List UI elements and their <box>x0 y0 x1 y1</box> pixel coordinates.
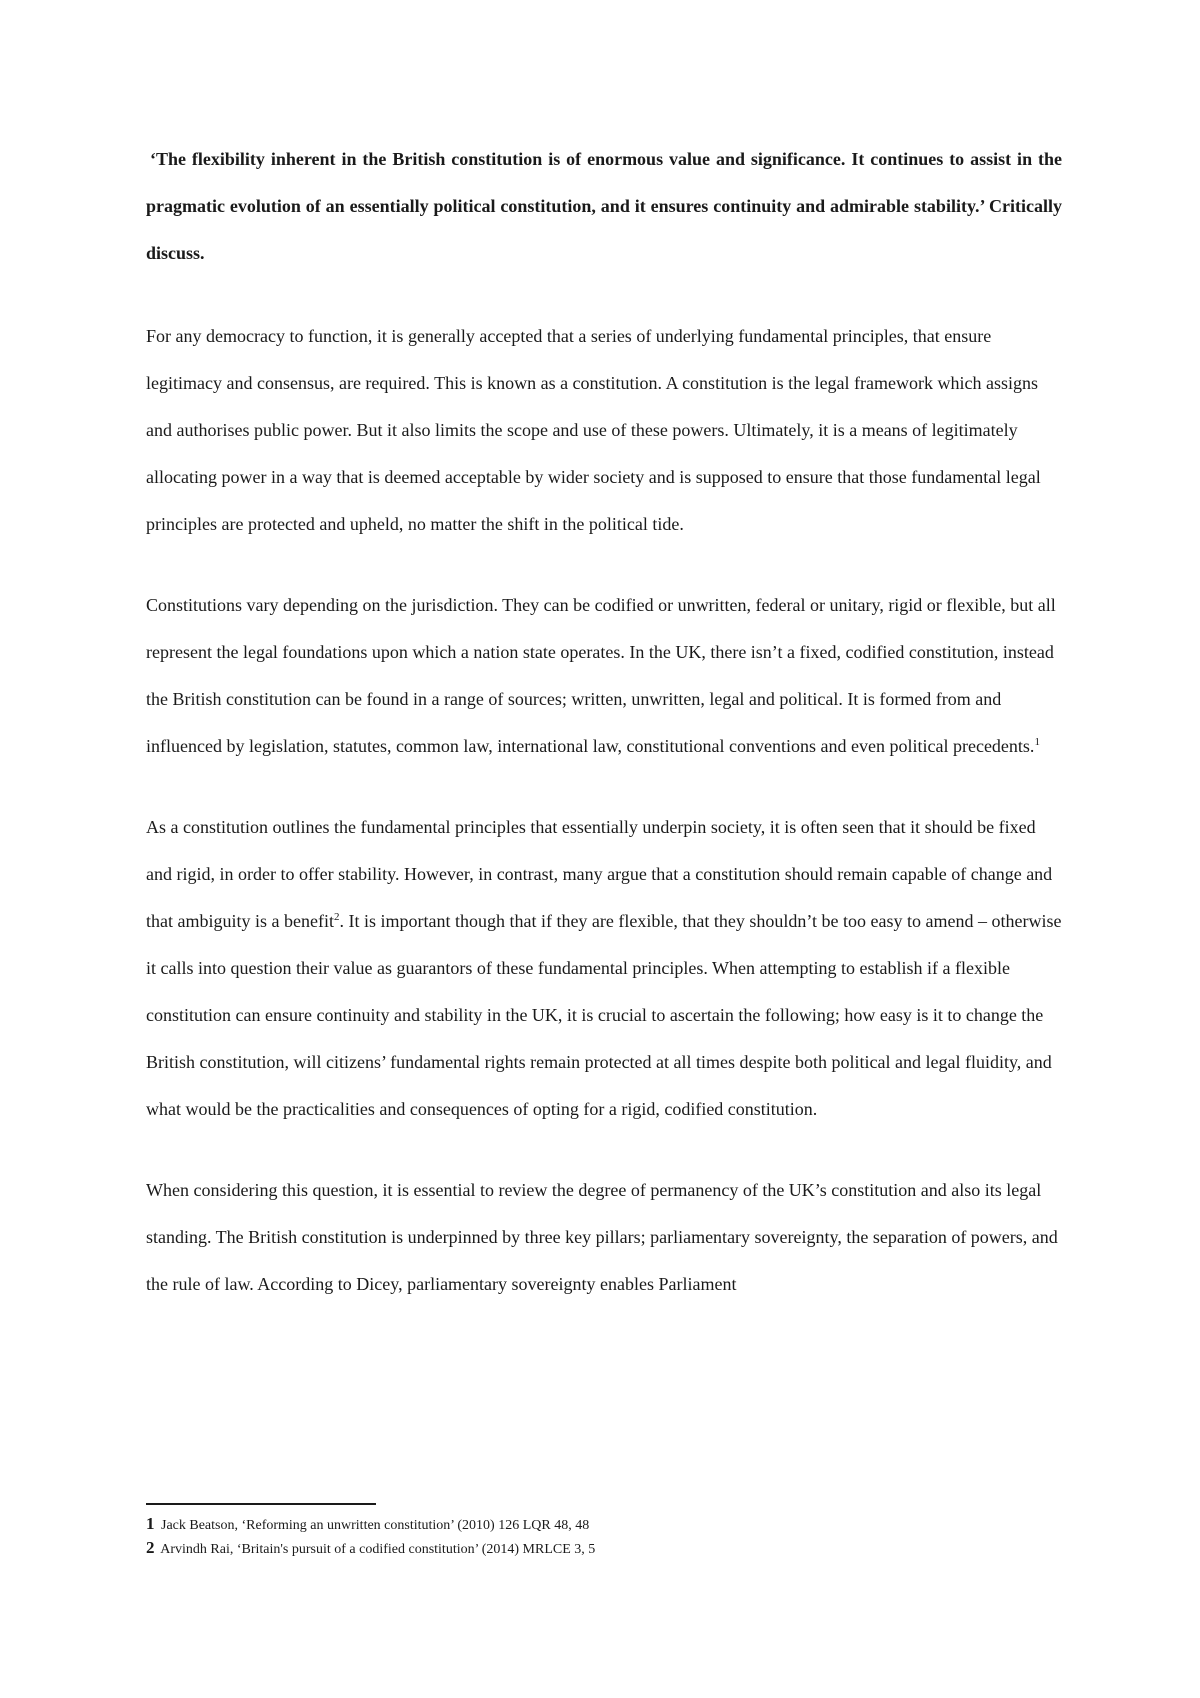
essay-question: ‘The flexibility inherent in the British constitution is of enormous value and significance. It continues to assist in the pragmatic evolution of an essentially political constitution, and it ensures continuity and admirable stability.’ Critically discuss. <box>146 149 1062 263</box>
paragraph-2 <box>146 582 1062 770</box>
paragraph-3-text-before: As a constitution outlines the fundamental principles that essentially underpin society, it is often seen that it should be fixed and rigid, in order to offer stability. However, in contrast, many argue that a constitution should remain capable of change and that ambiguity is a benefit <box>146 817 1053 931</box>
footnote-2-number: 2 <box>146 1538 155 1557</box>
footnote-2 <box>146 1537 1062 1561</box>
footnote-1-text: Jack Beatson, ‘Reforming an unwritten constitution’ (2010) 126 LQR 48, 48 <box>161 1518 590 1533</box>
document-body <box>146 136 1062 1308</box>
footnote-1 <box>146 1513 1062 1537</box>
paragraph-1 <box>146 313 1062 548</box>
footnote-separator <box>146 1503 376 1505</box>
paragraph-2-text: Constitutions vary depending on the jurisdiction. They can be codified or unwritten, federal or unitary, rigid or flexible, but all represent the legal foundations upon which a nation state operates. In the UK, there isn’t a fixed, codified constitution, instead the British constitution can be found in a range of sources; written, unwritten, legal and political. It is formed from and influenced by legislation, statutes, common law, international law, constitutional conventions and even political precedents. <box>146 595 1056 756</box>
paragraph-1-text: For any democracy to function, it is generally accepted that a series of underlying fundamental principles, that ensure legitimacy and consensus, are required. This is known as a constitution. A constitution is the legal framework which assigns and authorises public power. But it also limits the scope and use of these powers. Ultimately, it is a means of legitimately allocating power in a way that is deemed acceptable by wider society and is supposed to ensure that those fundamental legal principles are protected and upheld, no matter the shift in the political tide. <box>146 326 1041 534</box>
paragraph-4 <box>146 1167 1062 1308</box>
footnote-1-number: 1 <box>146 1514 155 1533</box>
footnote-2-text: Arvindh Rai, ‘Britain's pursuit of a codified constitution’ (2014) MRLCE 3, 5 <box>160 1542 596 1557</box>
paragraph-3-text-after: . It is important though that if they are flexible, that they shouldn’t be too easy to amend – otherwise it calls into question their value as guarantors of these fundamental principles. When attempting to establish if a flexible constitution can ensure continuity and stability in the UK, it is crucial to ascertain the following; how easy is it to change the British constitution, will citizens’ fundamental rights remain protected at all times despite both political and legal fluidity, and what would be the practicalities and consequences of opting for a rigid, codified constitution. <box>146 911 1062 1119</box>
paragraph-4-text: When considering this question, it is essential to review the degree of permanency of the UK’s constitution and also its legal standing. The British constitution is underpinned by three key pillars; parliamentary sovereignty, the separation of powers, and the rule of law. According to Dicey, parliamentary sovereignty enables Parliament <box>146 1180 1058 1294</box>
footnote-ref-2[interactable]: 2 <box>333 911 340 923</box>
footnote-ref-1[interactable]: 1 <box>1034 736 1040 748</box>
paragraph-3 <box>146 804 1062 1133</box>
footnotes <box>146 1503 1062 1561</box>
